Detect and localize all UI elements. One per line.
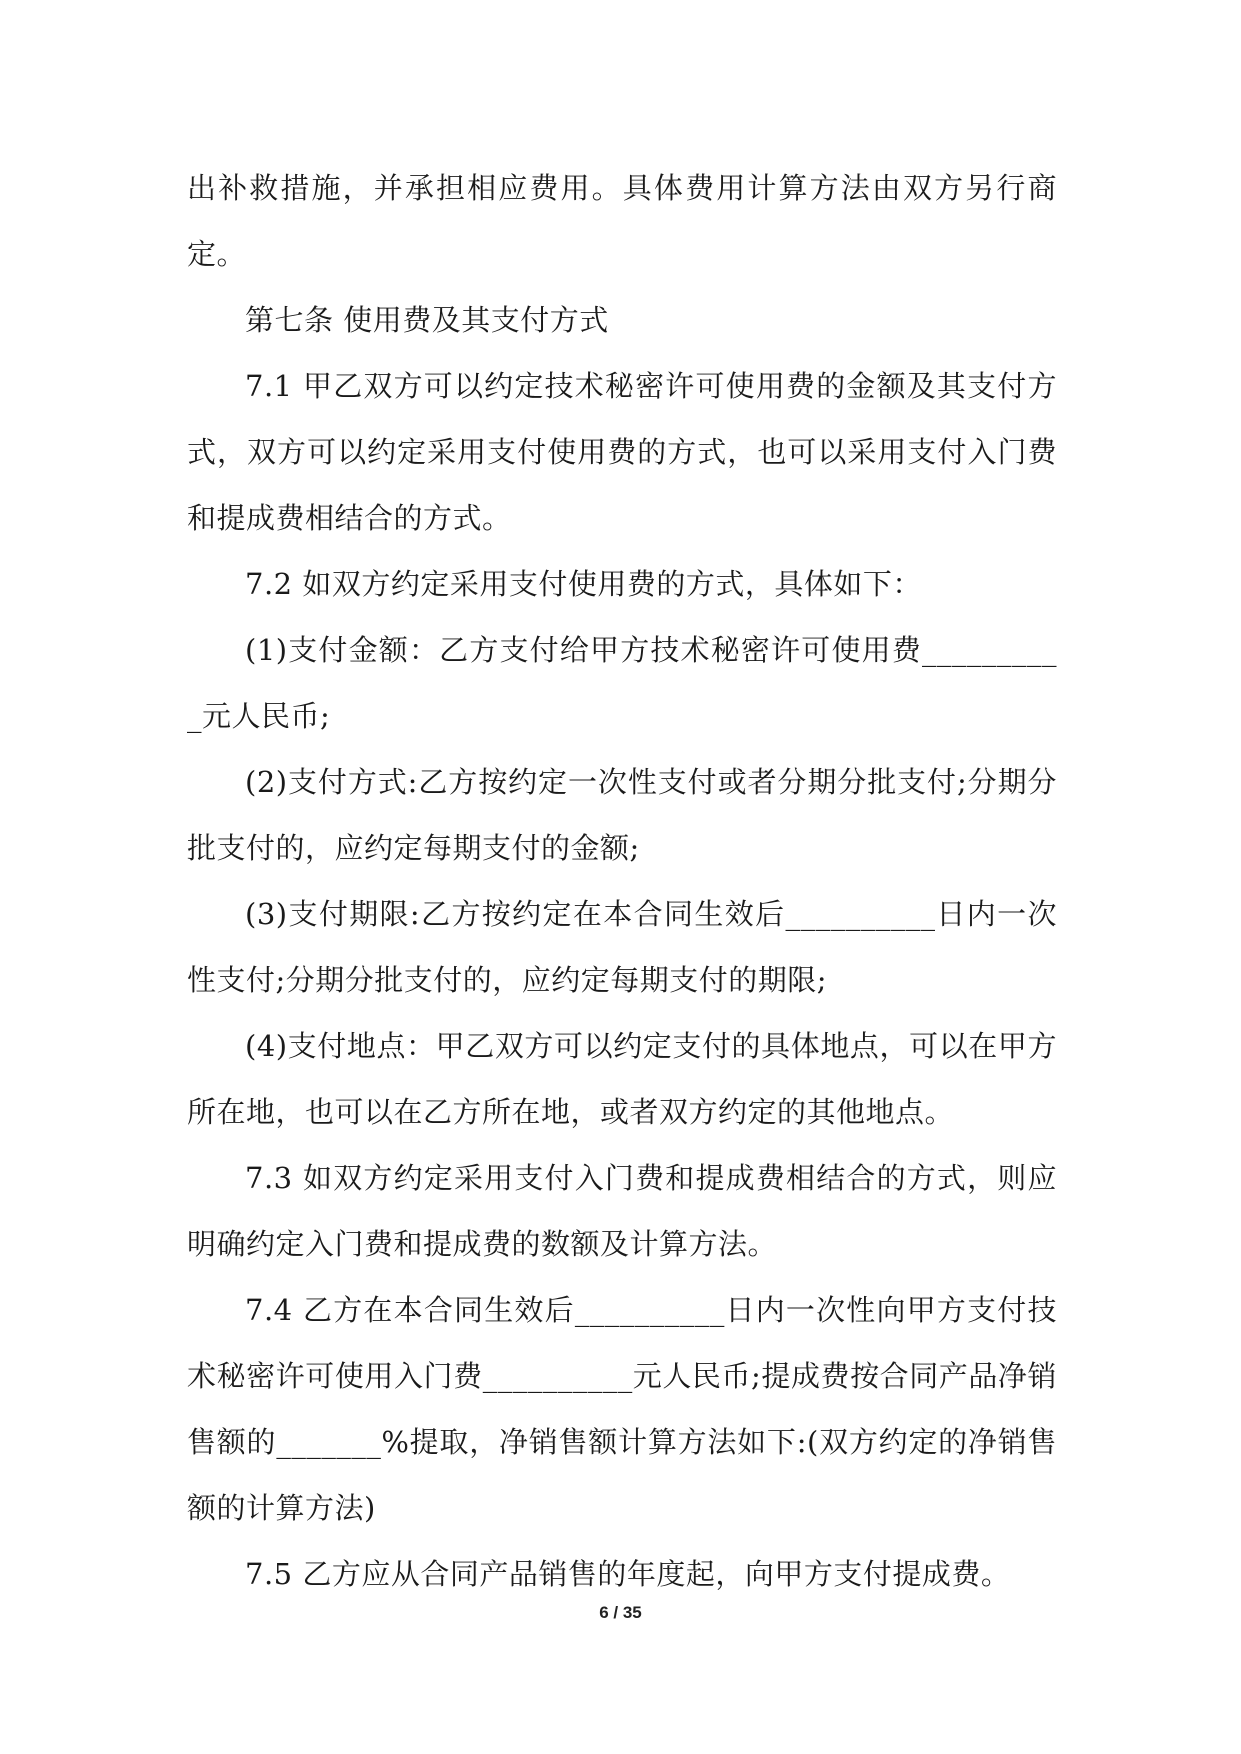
article-heading: 第七条 使用费及其支付方式 xyxy=(245,303,609,337)
page-number: 6 / 35 xyxy=(599,1603,642,1622)
clause-7-5: 7.5 乙方应从合同产品销售的年度起，向甲方支付提成费。 xyxy=(245,1557,1011,1591)
clause-7-4: 7.4 乙方在本合同生效后__________日内一次性向甲方支付技术秘密许可使用入门费__________元人民币;提成费按合同产品净销售额的_______%提取，净销售额计算方法如下:(双方约定的净销售额的计算方法) xyxy=(187,1293,1057,1525)
clause-7-2: 7.2 如双方约定采用支付使用费的方式，具体如下： xyxy=(245,567,922,601)
paragraph-continuation: 出补救措施，并承担相应费用。具体费用计算方法由双方另行商定。 xyxy=(187,171,1057,271)
item-payment-term: (3)支付期限:乙方按约定在本合同生效后__________日内一次性支付;分期分批支付的，应约定每期支付的期限; xyxy=(187,897,1057,997)
clause-7-3: 7.3 如双方约定采用支付入门费和提成费相结合的方式，则应明确约定入门费和提成费的数额及计算方法。 xyxy=(187,1161,1057,1261)
item-payment-method: (2)支付方式:乙方按约定一次性支付或者分期分批支付;分期分批支付的，应约定每期支付的金额; xyxy=(187,765,1057,865)
item-payment-location: (4)支付地点：甲乙双方可以约定支付的具体地点，可以在甲方所在地，也可以在乙方所在地，或者双方约定的其他地点。 xyxy=(187,1029,1057,1129)
clause-7-1: 7.1 甲乙双方可以约定技术秘密许可使用费的金额及其支付方式，双方可以约定采用支付使用费的方式，也可以采用支付入门费和提成费相结合的方式。 xyxy=(187,369,1057,535)
document-body xyxy=(187,155,1057,1607)
item-payment-amount: (1)支付金额：乙方支付给甲方技术秘密许可使用费__________元人民币; xyxy=(187,633,1057,733)
